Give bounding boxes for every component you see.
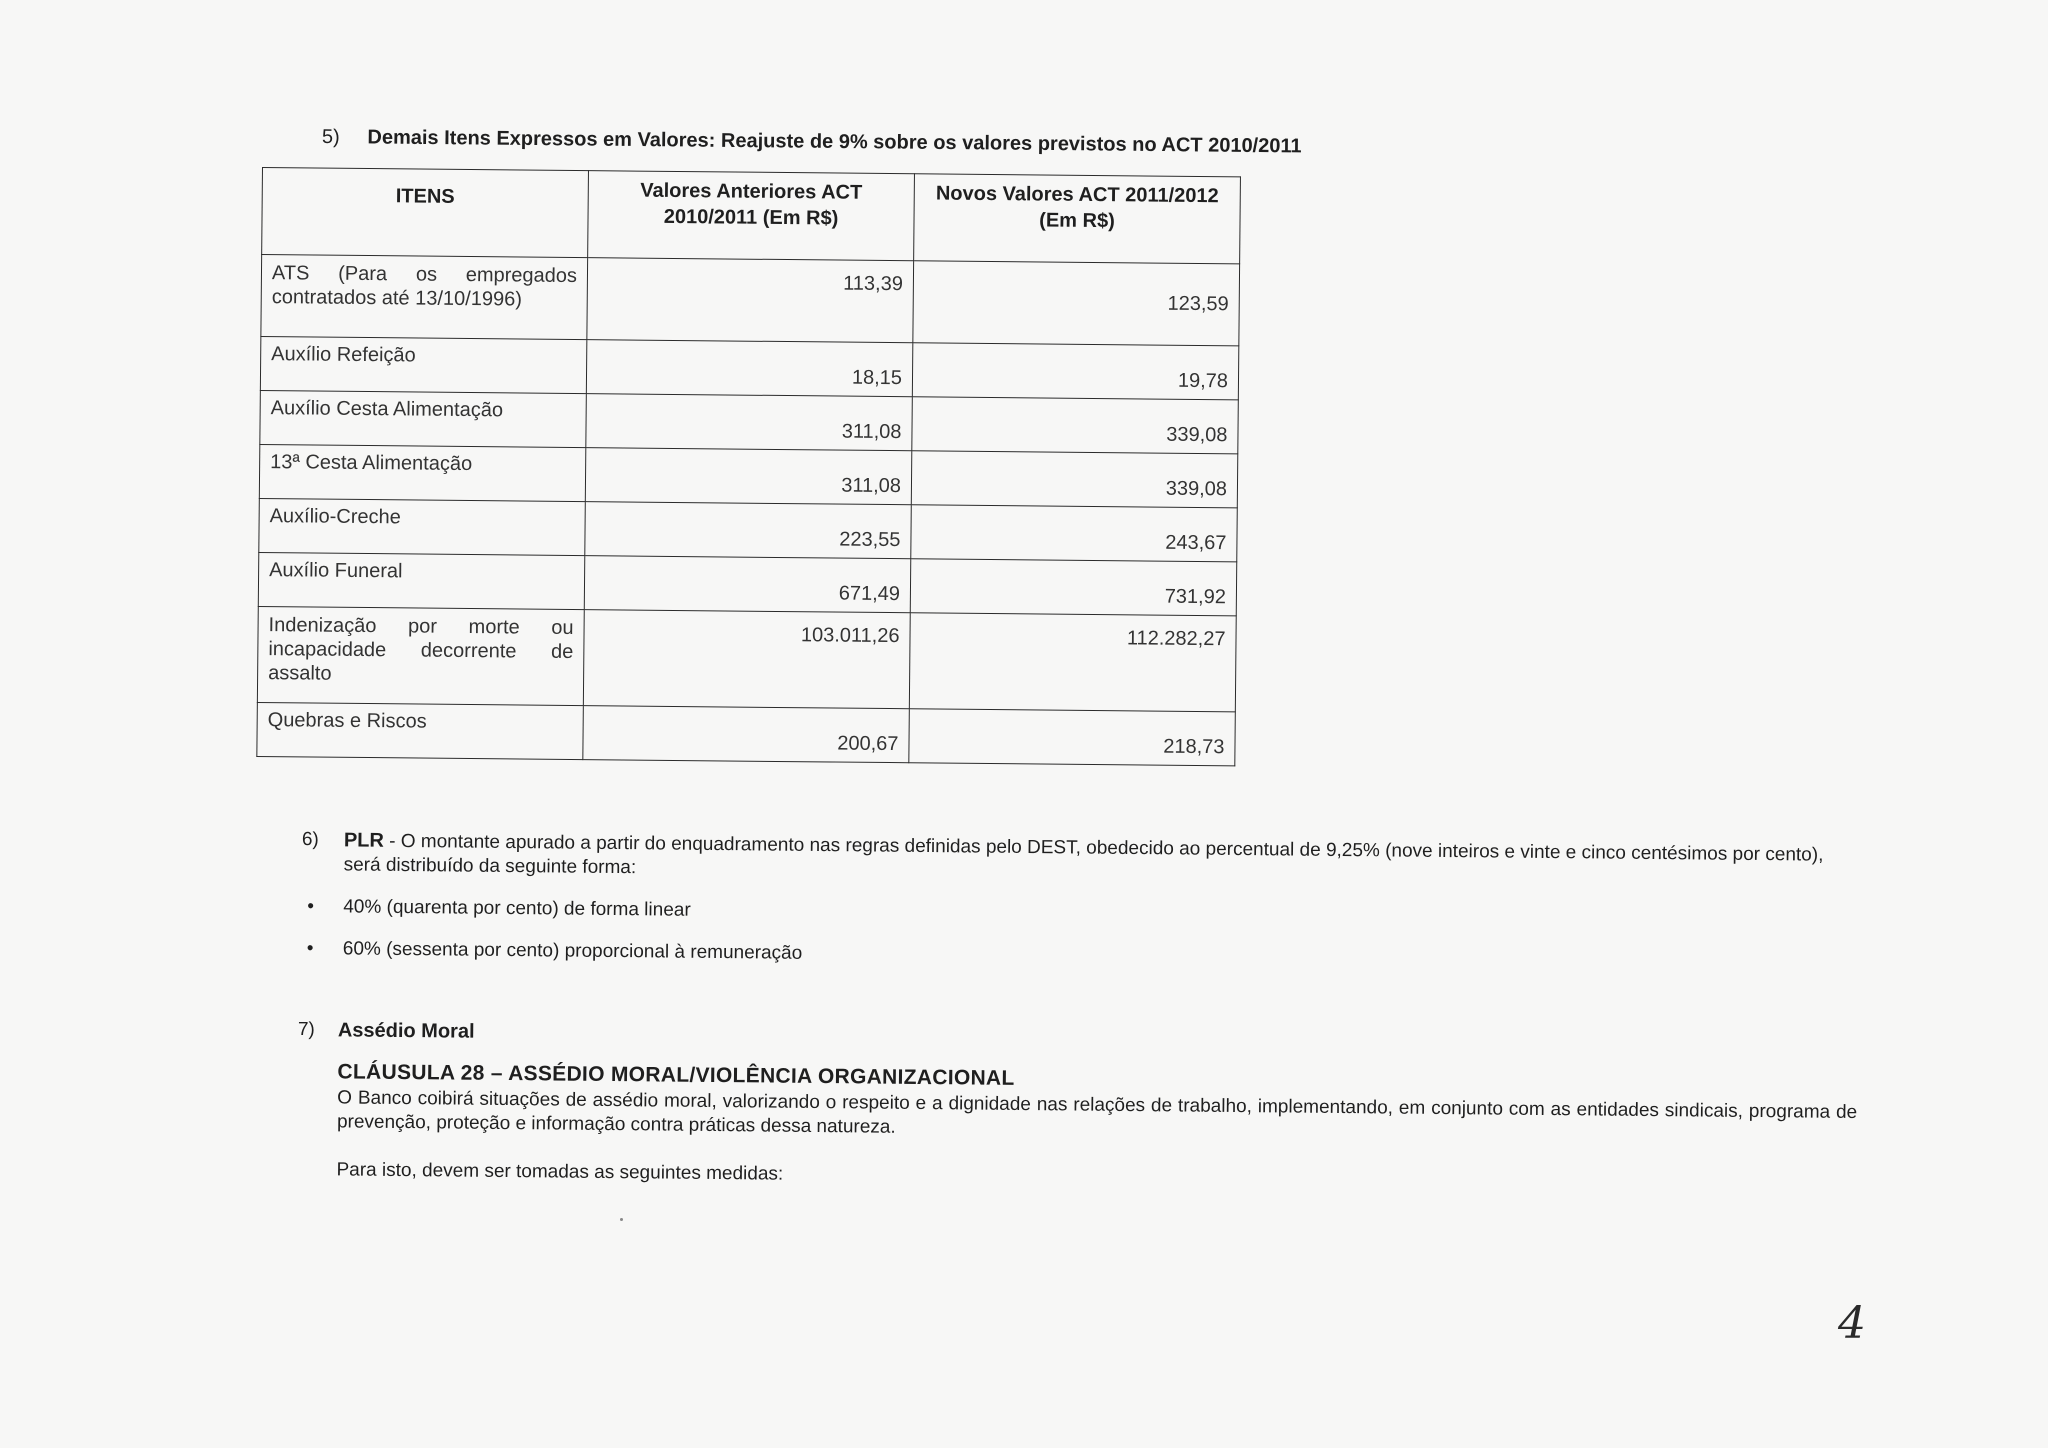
anterior-cell: 671,49 [584, 556, 911, 613]
table-row [260, 336, 1238, 399]
clause-title: CLÁUSULA 28 – ASSÉDIO MORAL/VIOLÊNCIA ORGANIZACIONAL [337, 1060, 1015, 1090]
novo-cell: 218,73 [909, 709, 1236, 766]
novo-cell: 112.282,27 [909, 613, 1236, 712]
item-cell: Auxílio Funeral [258, 552, 585, 609]
novo-cell: 731,92 [910, 559, 1237, 616]
section-7 [296, 1018, 1858, 1197]
scan-speck [620, 1218, 623, 1221]
novo-cell: 339,08 [912, 397, 1239, 454]
item-cell: Auxílio-Creche [259, 498, 586, 555]
table-row [257, 702, 1235, 765]
anterior-cell: 311,08 [586, 394, 913, 451]
bullet-text: 60% (sessenta por cento) proporcional à remuneração [342, 938, 803, 964]
item-cell: Indenização por morte ou incapacidade decorrente de assalto [257, 606, 584, 705]
clause-paragraph: O Banco coibirá situações de assédio moral, valorizando o respeito e a dignidade nas relações de trabalho, implementando, em conjunto com as entidades sindicais, programa de prevenção, proteção e informação contra práticas dessa natureza. [336, 1087, 1858, 1138]
novo-cell: 243,67 [911, 505, 1238, 562]
item-cell: Auxílio Cesta Alimentação [260, 390, 587, 447]
plr-text: - O montante apurado a partir do enquadramento nas regras definidas pelo DEST, obedecido ao percentual de 9,25% (nove inteiros e vinte e cinco centésimos por cento), será distribuído da seguinte forma: [343, 830, 1824, 879]
section-6-paragraph [344, 828, 1842, 891]
header-itens: ITENS [262, 168, 589, 258]
bullet-icon: • [307, 896, 315, 918]
novo-cell: 339,08 [911, 451, 1238, 508]
table-row [260, 390, 1238, 453]
page-number: 4 [1838, 1298, 1866, 1349]
table-row [259, 498, 1237, 561]
values-table [256, 167, 1241, 766]
section-7-heading: Assédio Moral [337, 1019, 475, 1043]
section-6 [301, 828, 1842, 994]
section-5-number: 5) [321, 126, 340, 149]
table-row [258, 552, 1236, 615]
novo-cell: 19,78 [912, 343, 1239, 400]
item-cell: Auxílio Refeição [260, 336, 587, 393]
anterior-cell: 223,55 [585, 502, 912, 559]
clause-paragraph-measures: Para isto, devem ser tomadas as seguintes medidas: [336, 1159, 784, 1185]
plr-bullet-list [301, 895, 1842, 976]
table-header-row [262, 168, 1241, 264]
table-row [259, 444, 1237, 507]
list-item [301, 937, 1841, 976]
anterior-cell: 311,08 [585, 448, 912, 505]
plr-label: PLR [343, 829, 384, 852]
anterior-cell: 113,39 [587, 258, 914, 343]
section-6-number: 6) [301, 828, 319, 851]
section-5-title: Demais Itens Expressos em Valores: Reajuste de 9% sobre os valores previstos no ACT 2010/2011 [367, 126, 1302, 158]
header-novos-valores: Novos Valores ACT 2011/2012 (Em R$) [914, 174, 1241, 264]
bullet-icon: • [306, 938, 314, 960]
item-cell: 13ª Cesta Alimentação [259, 444, 586, 501]
anterior-cell: 200,67 [583, 706, 910, 763]
table-row [257, 606, 1236, 711]
list-item [301, 895, 1841, 934]
bullet-text: 40% (quarenta por cento) de forma linear [343, 896, 691, 921]
item-cell: Quebras e Riscos [257, 702, 584, 759]
table-row [261, 255, 1240, 346]
values-table-container [256, 167, 1241, 766]
anterior-cell: 18,15 [586, 340, 913, 397]
item-cell: ATS (Para os empregados contratados até 13/10/1996) [261, 255, 588, 340]
header-valores-anteriores: Valores Anteriores ACT 2010/2011 (Em R$) [588, 171, 915, 261]
section-5-heading [322, 126, 1302, 158]
section-7-number: 7) [297, 1018, 315, 1041]
anterior-cell: 103.011,26 [583, 610, 910, 709]
novo-cell: 123,59 [913, 261, 1240, 346]
